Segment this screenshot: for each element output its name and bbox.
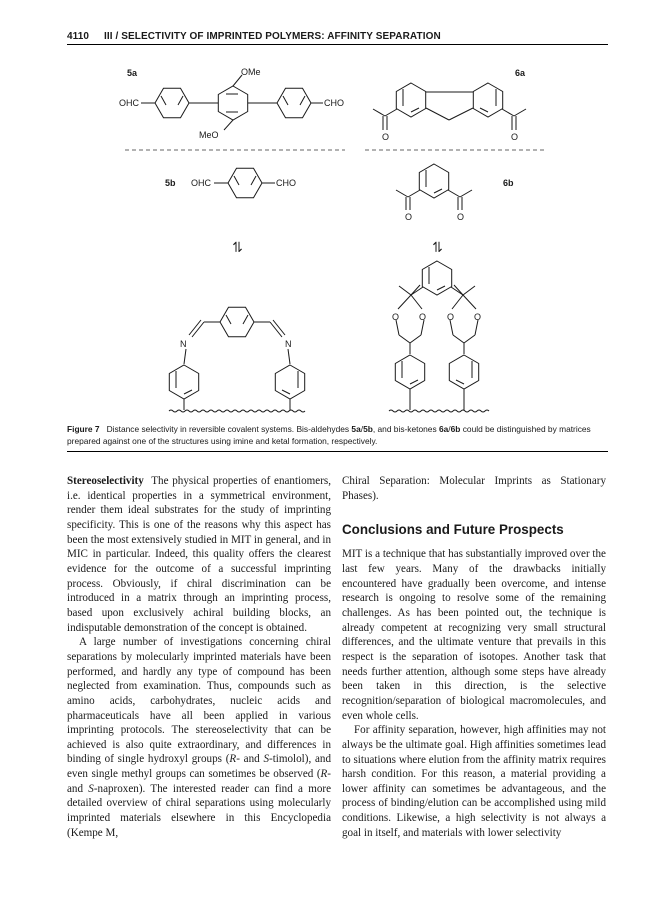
italic-r: R	[320, 768, 328, 781]
label-6a: 6a	[515, 68, 526, 78]
left-column	[67, 474, 331, 840]
running-title: III / SELECTIVITY OF IMPRINTED POLYMERS: AFFINITY SEPARATION	[104, 31, 441, 42]
paragraph-mit: MIT is a technique that has substantially improved over the last few years. Many of the drawbacks initially encountered have gradually been overcome, and intense research is ongoing to resolve some of the remaining challenges. As has been pointed out, the technique is already competent at recognizing very small structural differences, and the ultimate venture that prevails in this respect is the separation of isotopes. Another task that needs further attention, although some steps have already been taken in this direction, is the selective recognition/separation of biological macromolecules, and even whole cells.	[342, 548, 606, 722]
italic-s: S	[88, 782, 94, 795]
o-fluorene-right: O	[511, 132, 519, 142]
cho-5b: CHO	[276, 178, 296, 188]
o-ketal-4: O	[474, 312, 482, 322]
paragraph-text: - and	[236, 753, 264, 766]
label-5a: 5a	[127, 68, 138, 78]
equilibrium-left: ⇌	[230, 241, 246, 253]
equilibrium-right: ⇌	[430, 241, 446, 253]
meo-label: MeO	[199, 130, 219, 140]
caption-text-1: Distance selectivity in reversible covalent systems. Bis-aldehydes	[106, 424, 352, 434]
paragraph-text: The physical properties of enantiomers, i.e. identical properties in a symmetrical environment, render them ideal substrates for the study of imprinting specificity. This is one of the reasons why this aspect has been the most extensively studied in MIT in general, and in MIC in particular. Indeed, this quality offers the clearest evidence for the outcome of a successful imprinting process. Obviously, if chiral discrimination can be introduced in a matrix through an imprinting process, based upon exclusively achiral building blocks, an indisputable demonstration of the concept is obtained.	[67, 475, 332, 634]
o-ketal-3: O	[447, 312, 455, 322]
chemical-structures-diagram	[67, 56, 608, 421]
caption-bold-5b: 5b	[363, 424, 373, 434]
ohc-5a: OHC	[119, 98, 139, 108]
o-ketal-1: O	[392, 312, 400, 322]
paragraph-affinity: For affinity separation, however, high affinities may not always be the ultimate goal. High affinities sometimes lead to situations where elution from the affinity matrix requires harsh condition. For this reason, a material providing a lower affinity can sometimes be advantageous, and the process of binding/elution can be accomplished using mild conditions. Likewise, a high selectivity is not always a goal in itself, and materials with lower selectivity	[342, 724, 606, 839]
caption-text-2: , and bis-ketones	[372, 424, 439, 434]
paragraph-text: A large number of investigations concerning chiral separations by molecularly imprinted materials have been performed, and hardly any type of compound has been neglected from examination. Thus, compounds such as amino acids, carbohydrates, nucleic acids and pharmaceuticals have all been applied in various imprinting protocols. The stereoselectivity that can be achieved is also quite extraordinary, and differences in binding of single hydroxyl groups (	[67, 636, 331, 766]
paragraph-continued: Chiral Separation: Molecular Imprints as Stationary Phases).	[342, 475, 606, 502]
header-rule	[67, 44, 608, 45]
caption-sep-1: /	[360, 424, 364, 434]
label-6b: 6b	[503, 178, 514, 188]
caption-rule	[67, 451, 608, 452]
caption-sep-2: /	[448, 424, 451, 434]
compound-5b	[214, 168, 275, 197]
runin-heading: Stereoselectivity	[67, 475, 144, 487]
section-heading: Conclusions and Future Prospects	[342, 522, 564, 538]
paragraph-text: -timolol), and even single methyl groups can sometimes be observed (	[67, 753, 331, 781]
o-6b-left: O	[405, 212, 413, 222]
caption-label: Figure 7	[67, 424, 100, 434]
italic-r: R	[229, 753, 237, 766]
o-ketal-2: O	[419, 312, 427, 322]
label-5b: 5b	[165, 178, 176, 188]
figure-caption	[67, 424, 608, 447]
running-header	[67, 31, 441, 42]
paragraph-chiral-separations	[67, 635, 331, 840]
cho-5a: CHO	[324, 98, 344, 108]
right-column	[342, 474, 606, 840]
compound-6b	[396, 164, 472, 210]
compound-5a	[141, 75, 323, 130]
italic-s: S	[263, 753, 269, 766]
caption-bold-5a: 5a	[351, 424, 361, 434]
imine-imprint	[169, 307, 305, 412]
figure-7	[67, 56, 608, 421]
caption-text-3: could be distinguished by matrices prepared against one of the structures using imine and ketal formation, respectively.	[67, 424, 591, 446]
caption-bold-6a: 6a	[438, 424, 449, 434]
paragraph-stereoselectivity	[67, 474, 331, 635]
compound-6a	[373, 83, 526, 130]
n-right: N	[285, 339, 292, 349]
paragraph-text: -naproxen). The interested reader can find a more detailed overview of chiral separations using molecularly imprinted materials elsewhere in this Encyclopedia (Kempe M,	[67, 782, 332, 839]
caption-bold-6b: 6b	[450, 424, 461, 434]
page-number: 4110	[67, 31, 90, 42]
ome-label: OMe	[241, 67, 261, 77]
paragraph-text: - and	[67, 768, 331, 795]
n-left: N	[180, 339, 187, 349]
ketal-imprint	[389, 261, 489, 412]
o-6b-right: O	[457, 212, 465, 222]
o-fluorene-left: O	[382, 132, 390, 142]
ohc-5b: OHC	[191, 178, 211, 188]
